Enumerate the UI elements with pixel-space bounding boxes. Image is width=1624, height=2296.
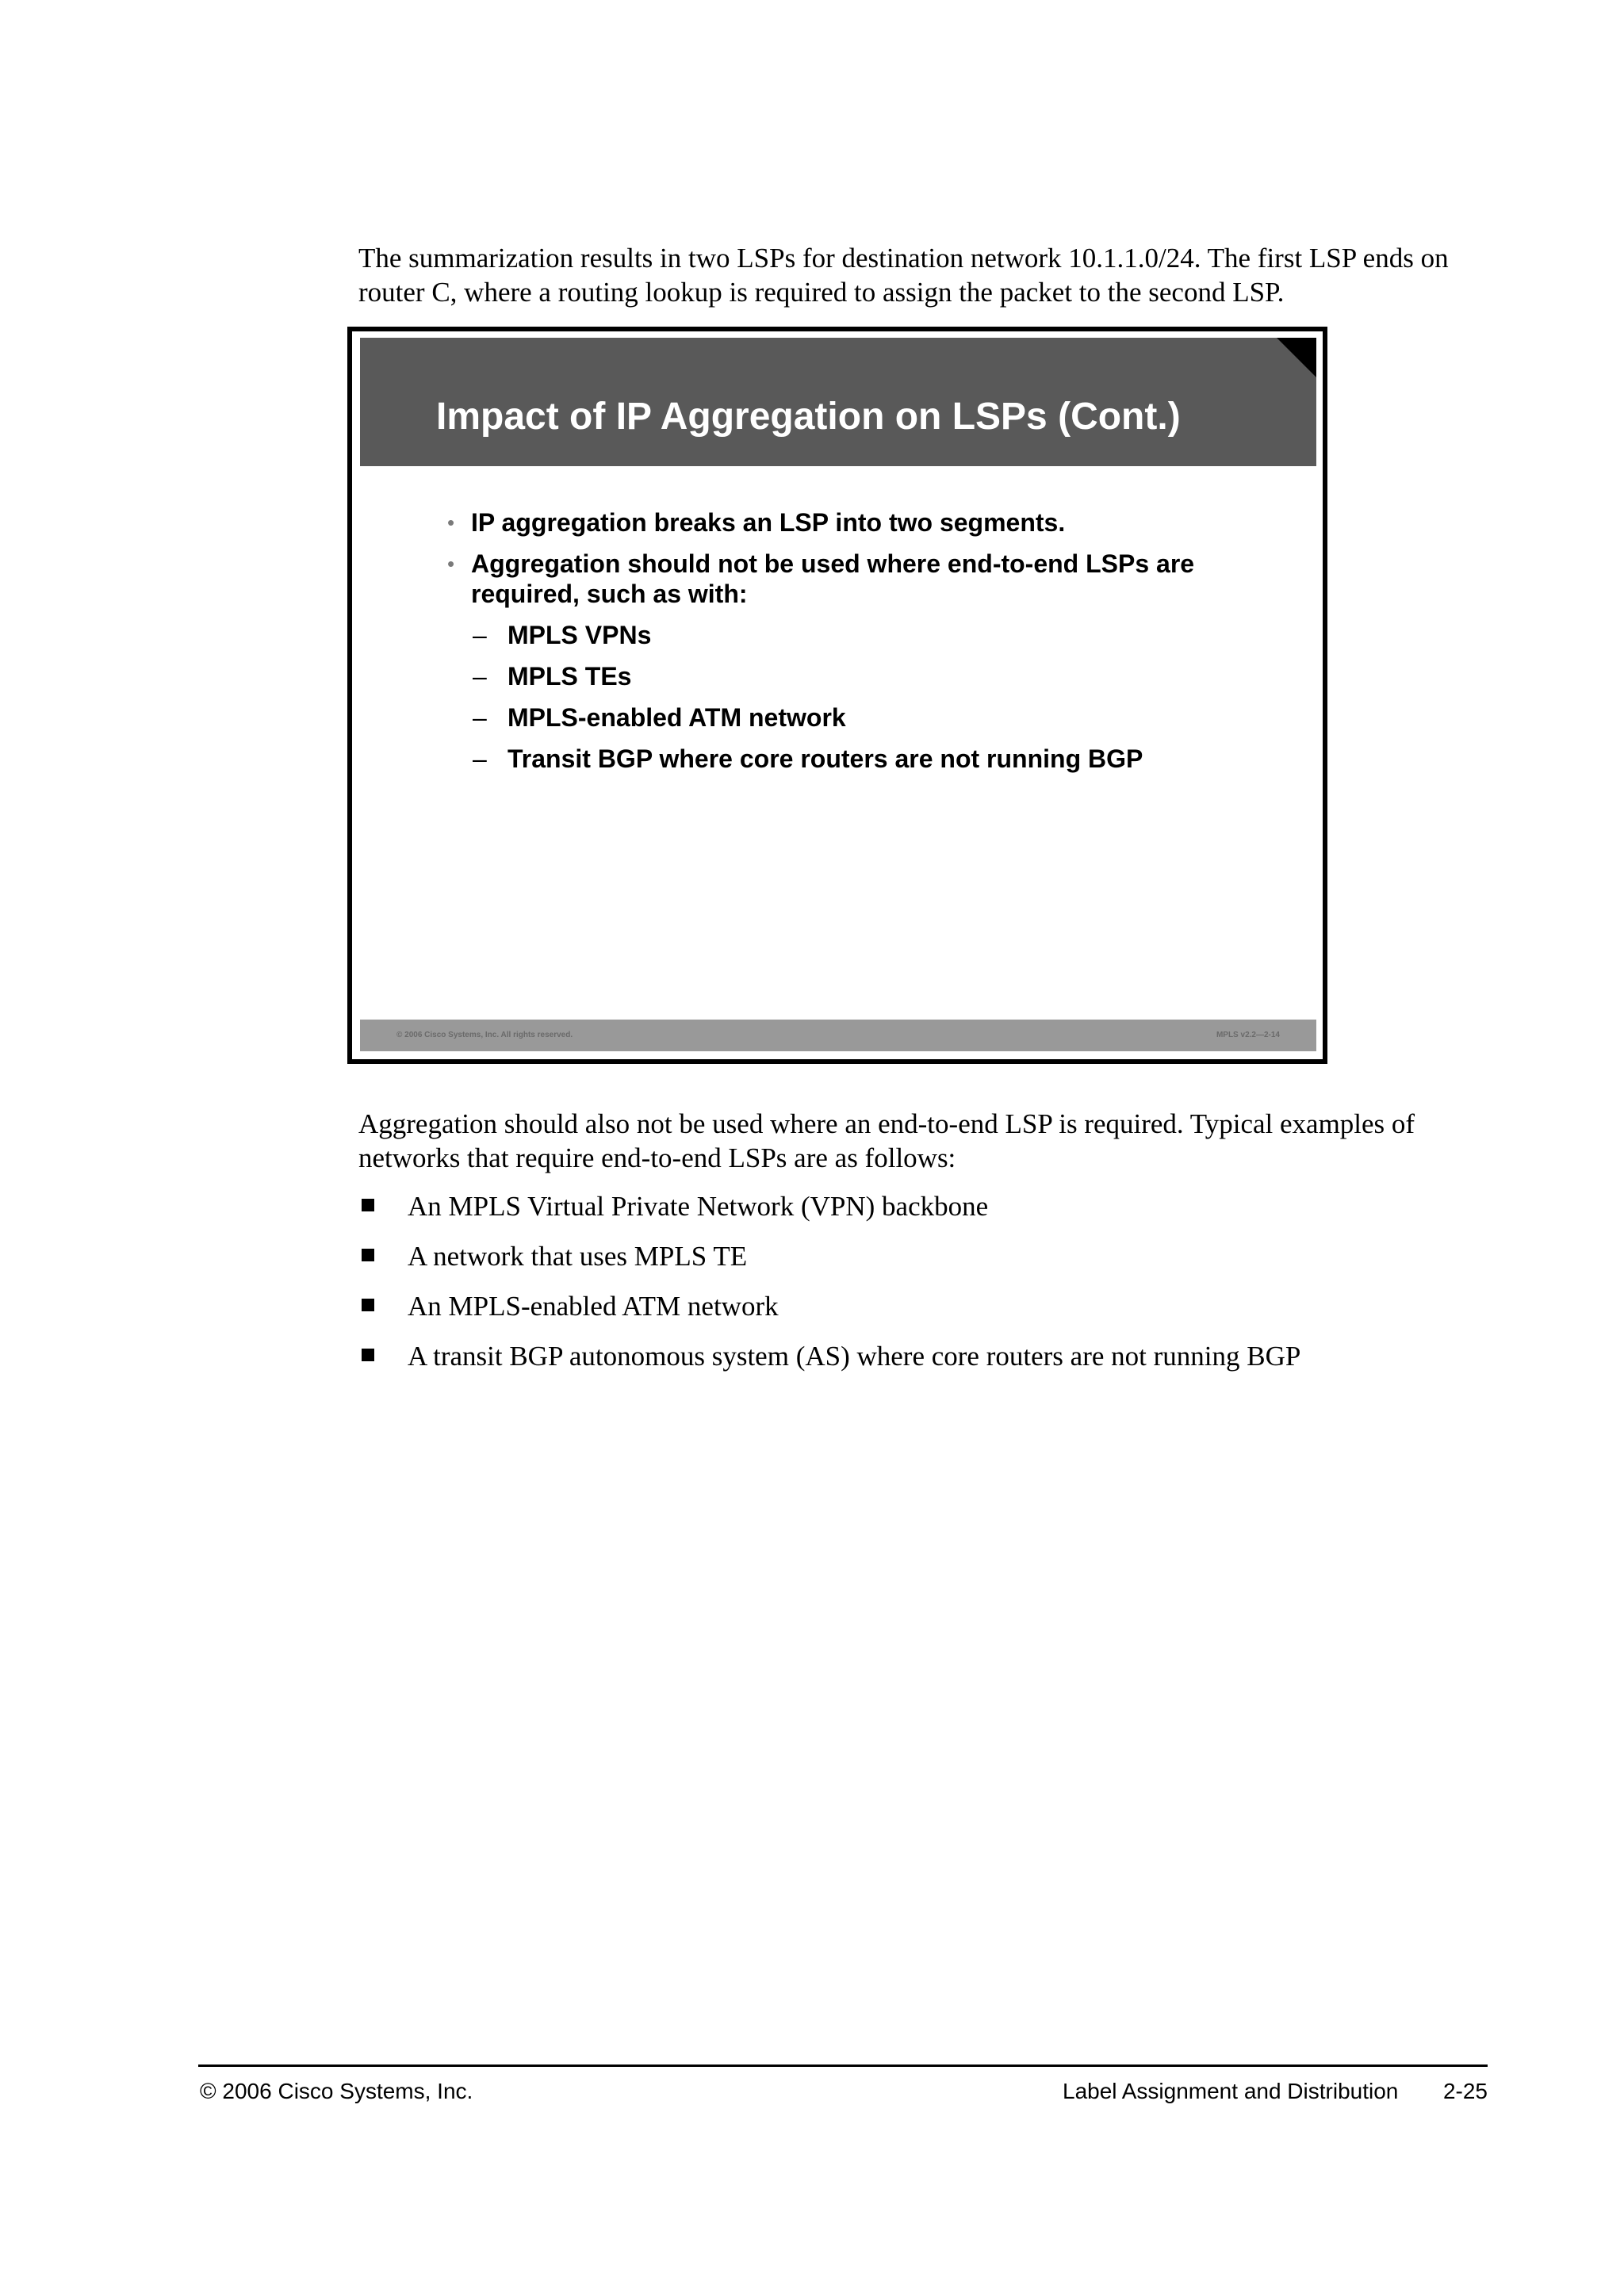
slide-subbullet-text: Transit BGP where core routers are not running BGP (508, 744, 1143, 773)
slide-title: Impact of IP Aggregation on LSPs (Cont.) (436, 396, 1181, 438)
footer-copyright: © 2006 Cisco Systems, Inc. (200, 2079, 473, 2103)
slide-bullet (447, 507, 1272, 538)
bullet-dot-icon: • (447, 552, 455, 576)
square-bullet-icon (362, 1249, 374, 1261)
page-number: 2-25 (1442, 2079, 1488, 2103)
slide-bullet (447, 549, 1272, 609)
slide-subbullet (447, 661, 1272, 691)
list-item (358, 1339, 1492, 1373)
slide-header (360, 338, 1316, 466)
body-paragraph: Aggregation should also not be used where an end-to-end LSP is required. Typical examples of networks that require end-to-end LSPs are as follows: (358, 1108, 1415, 1173)
slide-subbullet (447, 702, 1272, 733)
slide-corner-triangle-icon (1277, 338, 1316, 377)
bullet-dot-icon: • (447, 511, 455, 534)
list-item-text: A network that uses MPLS TE (408, 1241, 748, 1272)
footer-section-title: Label Assignment and Distribution (1063, 2079, 1399, 2103)
dash-icon: – (473, 744, 487, 773)
square-bullet-icon (362, 1299, 374, 1311)
bullet-list (358, 1189, 1492, 1389)
square-bullet-icon (362, 1199, 374, 1211)
square-bullet-icon (362, 1349, 374, 1361)
slide-figure (347, 327, 1327, 1064)
slide-footer-copyright: © 2006 Cisco Systems, Inc. All rights reserved. (396, 1031, 573, 1039)
slide-body (447, 507, 1272, 785)
slide-bullet-text: IP aggregation breaks an LSP into two segments. (471, 508, 1066, 537)
dash-icon: – (473, 662, 487, 691)
list-item (358, 1289, 1492, 1323)
intro-paragraph: The summarization results in two LSPs for destination network 10.1.1.0/24. The first LSP ends on router C, where a routing lookup is required to assign the packet to the second LSP. (358, 243, 1449, 308)
list-item-text: An MPLS Virtual Private Network (VPN) backbone (408, 1191, 989, 1222)
list-item-text: A transit BGP autonomous system (AS) where core routers are not running BGP (408, 1341, 1301, 1372)
slide-subbullet (447, 744, 1272, 774)
slide-subbullet-text: MPLS TEs (508, 662, 632, 691)
slide-subbullet-text: MPLS-enabled ATM network (508, 703, 846, 732)
slide-subbullet (447, 620, 1272, 650)
footer-divider (198, 2064, 1488, 2067)
slide-footer (360, 1020, 1316, 1051)
slide-footer-id: MPLS v2.2—2-14 (1216, 1031, 1280, 1039)
list-item (358, 1189, 1492, 1223)
list-item (358, 1239, 1492, 1273)
list-item-text: An MPLS-enabled ATM network (408, 1291, 779, 1322)
slide-bullet-text: Aggregation should not be used where end-to-end LSPs are required, such as with: (471, 549, 1195, 608)
slide-subbullet-text: MPLS VPNs (508, 621, 652, 649)
dash-icon: – (473, 621, 487, 649)
dash-icon: – (473, 703, 487, 732)
